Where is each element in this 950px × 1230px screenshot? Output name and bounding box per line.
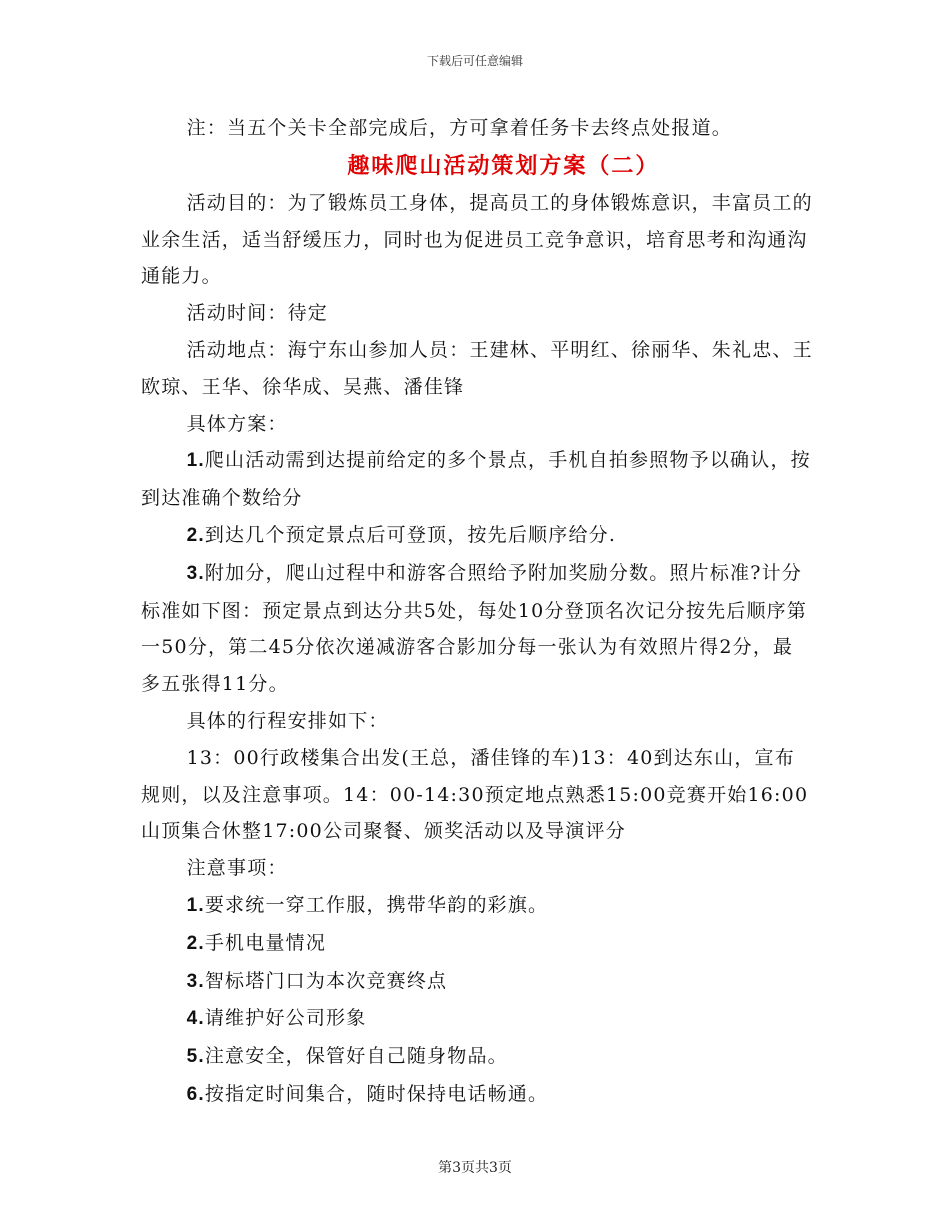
plan-item: [141, 555, 813, 703]
notes-item-number: 1.: [186, 894, 205, 916]
notes-item: [141, 1000, 813, 1038]
document-title: 趣味爬山活动策划方案（二）: [347, 152, 660, 179]
plan-item-text: 爬山活动需到达提前给定的多个景点，手机自拍参照物予以确认，按到达准确个数给分: [141, 449, 811, 510]
notes-item-text: 要求统一穿工作服，携带华韵的彩旗。: [204, 893, 549, 916]
plan-item-number: 3.: [186, 562, 205, 584]
notes-item: [141, 887, 813, 925]
notes-item-number: 5.: [186, 1046, 205, 1068]
page-footer: 第3页共3页: [438, 1160, 512, 1176]
purpose-paragraph: 活动目的：为了锻炼员工身体，提高员工的身体锻炼意识，丰富员工的业余生活，适当舒缓压力，同时也为促进员工竞争意识，培育思考和沟通沟通能力。: [141, 191, 813, 288]
plan-item-text: 附加分，爬山过程中和游客合照给予附加奖励分数。照片标准?计分标准如下图：预定景点到达分共5处，每处10分登顶名次记分按先后顺序第一50分，第二45分依次递减游客合影加分每一张认为有效照片得2分，最多五张得11分。: [141, 561, 808, 696]
notes-item: [141, 1076, 813, 1114]
schedule-paragraph: 13：00行政楼集合出发(王总，潘佳锋的车)13：40到达东山，宣布规则，以及注意事项。14：00-14:30预定地点熟悉15:00竞赛开始16:00山顶集合休整17:00公司聚餐、颁奖活动以及导演评分: [141, 746, 809, 843]
notes-item: [141, 963, 813, 1001]
notes-heading: 注意事项：: [186, 857, 288, 880]
location-paragraph: 活动地点：海宁东山参加人员：王建林、平明红、徐丽华、朱礼忠、王欧琼、王华、徐华成、吴燕、潘佳锋: [141, 338, 813, 398]
notes-item-text: 智标塔门口为本次竞赛终点: [204, 969, 448, 992]
notes-item: [141, 1038, 813, 1076]
document-body: [141, 110, 813, 1114]
notes-item-text: 请维护好公司形象: [204, 1007, 367, 1030]
notes-item-text: 注意安全，保管好自己随身物品。: [204, 1045, 508, 1068]
page-header: 下载后可任意编辑: [426, 54, 523, 68]
plan-item-number: 2.: [186, 524, 205, 546]
notes-item-number: 3.: [186, 970, 205, 992]
plan-heading: 具体方案：: [186, 412, 288, 435]
notes-item-number: 2.: [186, 932, 205, 954]
notes-item-text: 按指定时间集合，随时保持电话畅通。: [204, 1082, 549, 1105]
plan-item-text: 到达几个预定景点后可登顶，按先后顺序给分.: [204, 523, 617, 546]
plan-item-number: 1.: [186, 450, 205, 472]
schedule-heading: 具体的行程安排如下：: [186, 709, 389, 732]
note-paragraph: 注：当五个关卡全部完成后，方可拿着任务卡去终点处报道。: [186, 117, 732, 139]
notes-item-number: 6.: [186, 1083, 205, 1105]
plan-item: [141, 442, 813, 517]
notes-item-number: 4.: [186, 1008, 205, 1030]
plan-item: [141, 517, 813, 555]
notes-item: [141, 925, 813, 963]
notes-item-text: 手机电量情况: [204, 931, 327, 954]
time-paragraph: 活动时间：待定: [186, 302, 328, 325]
